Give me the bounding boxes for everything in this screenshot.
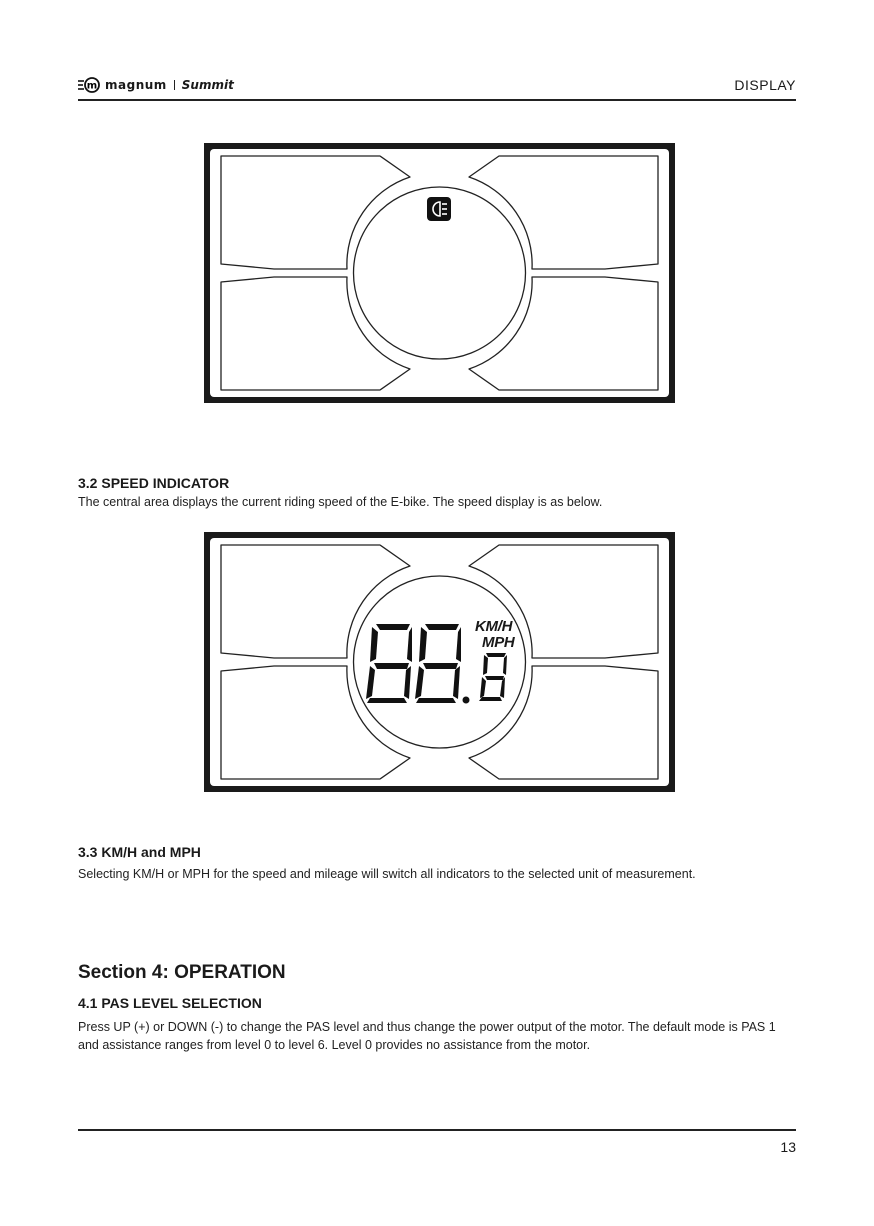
pas-level-text: Press UP (+) or DOWN (-) to change the PAS level and thus change the power output of the motor. The default mode is PAS 1 and assistance ranges from level 0 to level 6. Level 0 provides no assistance from the motor. (78, 1020, 776, 1052)
display-diagram-headlight (204, 143, 675, 403)
footer-rule (78, 1129, 796, 1131)
pas-level-heading: 4.1 PAS LEVEL SELECTION (78, 995, 262, 1011)
units-text: Selecting KM/H or MPH for the speed and mileage will switch all indicators to the selected unit of measurement. (78, 867, 696, 881)
brand-separator (174, 80, 175, 90)
decimal-point (463, 697, 470, 704)
page-number: 13 (780, 1139, 796, 1155)
operation-title: Section 4: OPERATION (78, 962, 286, 983)
unit-mph-label: MPH (482, 634, 515, 651)
display-diagram-speed (204, 532, 675, 792)
unit-kmh-label: KM/H (475, 618, 513, 635)
svg-text:m: m (86, 80, 98, 92)
speed-indicator-text: The central area displays the current riding speed of the E-bike. The speed display is as below. (78, 495, 603, 509)
brand-subtitle: Summit (181, 78, 234, 92)
magnum-logo-icon (78, 77, 100, 93)
brand-logo (78, 76, 234, 94)
header-rule (78, 99, 796, 101)
units-heading: 3.3 KM/H and MPH (78, 844, 201, 860)
brand-name: magnum (105, 78, 167, 92)
speed-indicator-heading: 3.2 SPEED INDICATOR (78, 475, 230, 491)
headlight-icon (427, 197, 451, 221)
section-tag: DISPLAY (734, 77, 796, 93)
